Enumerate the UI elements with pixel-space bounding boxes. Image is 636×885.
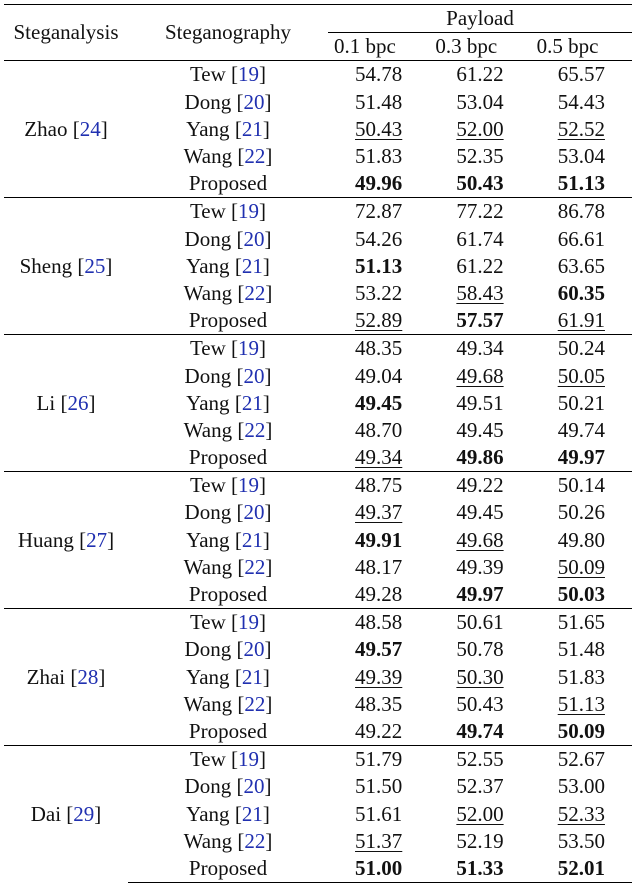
steganography-method-cell: Dong [20] (184, 637, 272, 662)
accuracy-value-cell (429, 444, 530, 472)
accuracy-value: 52.89 (355, 308, 403, 333)
citation-link[interactable]: 20 (243, 774, 265, 799)
steganography-method-cell: Tew [19] (128, 61, 328, 89)
citation-link[interactable]: 20 (243, 226, 265, 251)
accuracy-value-cell (328, 636, 429, 663)
steganography-name: Proposed (188, 308, 268, 333)
accuracy-value-cell (328, 390, 429, 417)
steganalysis-name: Sheng (19, 253, 73, 278)
accuracy-value: 49.68 (456, 363, 504, 388)
steganography-name: Wang (183, 280, 233, 305)
accuracy-value-cell (429, 362, 530, 389)
steganography-name: Proposed (188, 171, 268, 196)
accuracy-value-cell (328, 362, 429, 389)
steganography-method-cell: Tew [19] (128, 746, 328, 774)
accuracy-value-cell (328, 527, 429, 554)
steganography-name: Proposed (188, 718, 268, 743)
steganalysis-name: Zhai (26, 664, 66, 689)
citation-link[interactable]: 20 (243, 89, 265, 114)
accuracy-value-cell (531, 800, 632, 827)
accuracy-value: 49.74 (557, 417, 605, 442)
accuracy-value: 61.22 (456, 62, 504, 87)
accuracy-value: 49.39 (355, 664, 403, 689)
table-header (4, 5, 632, 61)
steganography-method-cell: Dong [20] (184, 774, 272, 799)
accuracy-value: 51.48 (557, 637, 605, 662)
accuracy-value-cell (328, 800, 429, 827)
accuracy-value-cell (531, 746, 632, 774)
accuracy-value: 53.00 (557, 774, 605, 799)
accuracy-value-cell (429, 800, 530, 827)
steganography-name: Yang (186, 664, 230, 689)
accuracy-value: 52.67 (557, 747, 605, 772)
accuracy-value: 50.09 (557, 554, 605, 579)
accuracy-value-cell (531, 253, 632, 280)
accuracy-value-cell (531, 855, 632, 883)
accuracy-value-cell (531, 581, 632, 609)
steganography-method-cell: Wang [22] (183, 280, 273, 305)
citation-link[interactable]: 19 (238, 610, 260, 635)
accuracy-value-cell (531, 554, 632, 581)
accuracy-value-cell (328, 718, 429, 746)
accuracy-value: 49.68 (456, 527, 504, 552)
accuracy-value-cell (429, 170, 530, 198)
accuracy-value-cell (429, 773, 530, 800)
accuracy-value: 49.74 (456, 718, 504, 743)
accuracy-value-cell (328, 746, 429, 774)
accuracy-value-cell (429, 116, 530, 143)
accuracy-value-cell (328, 855, 429, 883)
citation-link[interactable]: 22 (244, 691, 266, 716)
citation-link[interactable]: 22 (244, 280, 266, 305)
steganography-name: Wang (183, 691, 233, 716)
accuracy-value-cell (328, 444, 429, 472)
steganography-method-cell: Yang [21] (186, 801, 270, 826)
steganography-name: Tew (189, 336, 226, 361)
steganography-name: Yang (186, 116, 230, 141)
steganography-method-cell: Wang [22] (183, 144, 273, 169)
accuracy-value-cell (429, 472, 530, 500)
accuracy-value: 57.57 (456, 308, 504, 333)
accuracy-value: 50.03 (557, 582, 605, 607)
accuracy-value-cell (429, 581, 530, 609)
accuracy-value: 52.37 (456, 774, 504, 799)
accuracy-value-cell (429, 198, 530, 226)
table-row (4, 61, 632, 89)
accuracy-value-cell (328, 828, 429, 855)
steganography-name: Wang (183, 554, 233, 579)
steganography-name: Dong (184, 500, 232, 525)
steganography-name: Yang (186, 390, 230, 415)
accuracy-value-cell (531, 828, 632, 855)
accuracy-value: 53.22 (355, 280, 403, 305)
steganography-method-cell: Tew [19] (128, 198, 328, 226)
citation-link[interactable]: 22 (244, 144, 266, 169)
steganography-method-cell: Dong [20] (184, 89, 272, 114)
accuracy-value-cell (531, 280, 632, 307)
accuracy-value: 51.48 (355, 89, 403, 114)
accuracy-value: 61.22 (456, 253, 504, 278)
accuracy-value: 50.21 (557, 390, 605, 415)
steganalysis-name: Dai (30, 801, 62, 826)
accuracy-value: 51.79 (355, 747, 403, 772)
steganalysis-name: Zhao (24, 116, 68, 141)
payload-0.3-header: 0.3 bpc (435, 34, 498, 59)
steganography-method-cell (128, 718, 328, 746)
accuracy-value: 52.33 (557, 801, 605, 826)
accuracy-value: 86.78 (557, 199, 605, 224)
accuracy-value: 49.34 (355, 445, 403, 470)
accuracy-value-cell (429, 691, 530, 718)
accuracy-value-cell (531, 472, 632, 500)
accuracy-value-cell (429, 280, 530, 307)
steganography-name: Dong (184, 89, 232, 114)
accuracy-value: 54.78 (355, 62, 403, 87)
steganography-method-cell: Dong [20] (184, 363, 272, 388)
citation-link[interactable]: 21 (241, 116, 263, 141)
steganography-method-cell: Wang [22] (183, 828, 273, 853)
accuracy-value-cell (531, 417, 632, 444)
accuracy-value: 51.50 (355, 774, 403, 799)
table-row (4, 609, 632, 637)
accuracy-value-cell (429, 499, 530, 526)
steganography-name: Proposed (188, 445, 268, 470)
accuracy-value-cell (429, 143, 530, 170)
table-row (4, 335, 632, 363)
accuracy-value-cell (328, 664, 429, 691)
steganography-method-cell: Dong [20] (184, 226, 272, 251)
accuracy-value-cell (328, 280, 429, 307)
accuracy-value-cell (531, 636, 632, 663)
accuracy-value: 53.50 (557, 828, 605, 853)
citation-link[interactable]: 22 (244, 417, 266, 442)
accuracy-value-cell (429, 718, 530, 746)
accuracy-value: 53.04 (557, 144, 605, 169)
accuracy-value-cell (531, 773, 632, 800)
accuracy-value: 50.78 (456, 637, 504, 662)
citation-link[interactable]: 25 (84, 253, 106, 278)
accuracy-value: 51.83 (557, 664, 605, 689)
accuracy-value: 63.65 (557, 253, 605, 278)
accuracy-value-cell (531, 226, 632, 253)
accuracy-value-cell (531, 390, 632, 417)
accuracy-value: 72.87 (355, 199, 403, 224)
citation-link[interactable]: 21 (241, 527, 263, 552)
steganography-name: Dong (184, 637, 232, 662)
citation-link[interactable]: 22 (244, 554, 266, 579)
accuracy-value: 49.51 (456, 390, 504, 415)
accuracy-value: 50.14 (557, 473, 605, 498)
accuracy-value: 49.86 (456, 445, 504, 470)
steganography-name: Tew (189, 473, 226, 498)
accuracy-value-cell (531, 691, 632, 718)
accuracy-value: 51.37 (355, 828, 403, 853)
accuracy-value-cell (328, 89, 429, 116)
accuracy-value-cell (429, 746, 530, 774)
accuracy-value: 49.28 (355, 582, 403, 607)
citation-link[interactable]: 22 (244, 828, 266, 853)
accuracy-value-cell (328, 417, 429, 444)
steganography-method-cell (128, 444, 328, 472)
accuracy-value: 52.00 (456, 801, 504, 826)
accuracy-value: 48.35 (355, 336, 403, 361)
accuracy-value-cell (429, 89, 530, 116)
accuracy-value-cell (531, 718, 632, 746)
accuracy-value: 51.00 (355, 855, 403, 880)
accuracy-value-cell (531, 89, 632, 116)
accuracy-value-cell (429, 390, 530, 417)
accuracy-value-cell (531, 444, 632, 472)
steganography-method-cell: Yang [21] (186, 390, 270, 415)
accuracy-value: 49.39 (456, 554, 504, 579)
citation-link[interactable]: 20 (243, 637, 265, 662)
steganography-method-cell: Tew [19] (128, 335, 328, 363)
accuracy-value-cell (328, 335, 429, 363)
accuracy-value: 48.58 (355, 610, 403, 635)
steganography-name: Wang (183, 144, 233, 169)
table-row (4, 198, 632, 226)
citation-link[interactable]: 27 (86, 527, 108, 552)
accuracy-value: 51.13 (355, 253, 403, 278)
accuracy-value-cell (531, 198, 632, 226)
accuracy-value-cell (531, 116, 632, 143)
accuracy-value-cell (328, 143, 429, 170)
accuracy-value-cell (531, 143, 632, 170)
steganography-name: Dong (184, 774, 232, 799)
table-body (4, 61, 632, 883)
steganography-method-cell: Yang [21] (186, 253, 270, 278)
accuracy-value: 49.34 (456, 336, 504, 361)
steganography-method-cell (128, 581, 328, 609)
accuracy-value: 50.43 (456, 691, 504, 716)
accuracy-value: 54.43 (557, 89, 605, 114)
payload-0.1-header: 0.1 bpc (334, 34, 396, 59)
steganography-name: Yang (186, 801, 230, 826)
steganography-name: Tew (189, 62, 226, 87)
steganalysis-method-cell: Zhao [24] (4, 61, 128, 198)
table-row (4, 746, 632, 774)
accuracy-value-cell (328, 691, 429, 718)
citation-link[interactable]: 19 (238, 336, 260, 361)
accuracy-value-cell (531, 335, 632, 363)
steganography-method-cell: Dong [20] (184, 500, 272, 525)
accuracy-value: 51.83 (355, 144, 403, 169)
steganography-name: Proposed (188, 855, 268, 880)
steganography-name: Tew (189, 747, 226, 772)
accuracy-value-cell (531, 527, 632, 554)
citation-link[interactable]: 20 (243, 363, 265, 388)
citation-link[interactable]: 21 (241, 390, 263, 415)
accuracy-value-cell (531, 61, 632, 89)
steganography-method-cell: Wang [22] (183, 554, 273, 579)
accuracy-value: 52.35 (456, 144, 504, 169)
citation-link[interactable]: 19 (238, 62, 260, 87)
accuracy-value-cell (429, 307, 530, 335)
steganography-name: Dong (184, 363, 232, 388)
accuracy-value-cell (328, 499, 429, 526)
accuracy-value: 65.57 (557, 62, 605, 87)
accuracy-value: 49.45 (355, 390, 403, 415)
accuracy-value-cell (429, 226, 530, 253)
accuracy-value-cell (328, 198, 429, 226)
steganography-header: Steganography (128, 5, 328, 61)
steganography-name: Wang (183, 828, 233, 853)
accuracy-value-cell (328, 307, 429, 335)
accuracy-value: 51.65 (557, 610, 605, 635)
citation-link[interactable]: 28 (77, 664, 99, 689)
accuracy-value-cell (429, 253, 530, 280)
accuracy-value: 51.13 (557, 171, 605, 196)
results-table (4, 4, 632, 883)
steganalysis-method-cell: Huang [27] (4, 472, 128, 609)
accuracy-value-cell (429, 554, 530, 581)
citation-link[interactable]: 21 (241, 253, 263, 278)
accuracy-value-cell (328, 472, 429, 500)
accuracy-value-cell (328, 773, 429, 800)
steganography-method-cell: Yang [21] (186, 664, 270, 689)
accuracy-value: 50.61 (456, 610, 504, 635)
accuracy-value-cell (429, 527, 530, 554)
citation-link[interactable]: 19 (238, 473, 260, 498)
accuracy-value: 52.19 (456, 828, 504, 853)
citation-link[interactable]: 19 (238, 747, 260, 772)
accuracy-value: 66.61 (557, 226, 605, 251)
accuracy-value: 50.43 (456, 171, 504, 196)
steganography-name: Yang (186, 253, 230, 278)
steganography-method-cell: Wang [22] (183, 691, 273, 716)
citation-link[interactable]: 24 (79, 116, 101, 141)
accuracy-value-cell (531, 170, 632, 198)
steganalysis-name: Huang (17, 527, 74, 552)
steganalysis-method-cell: Zhai [28] (4, 609, 128, 746)
citation-link[interactable]: 21 (241, 801, 263, 826)
table-row (4, 472, 632, 500)
citation-link[interactable]: 20 (243, 500, 265, 525)
accuracy-value-cell (328, 253, 429, 280)
header-row (4, 5, 632, 33)
steganography-name: Wang (183, 417, 233, 442)
accuracy-value-cell (328, 116, 429, 143)
accuracy-value: 49.91 (355, 527, 403, 552)
steganography-name: Tew (189, 199, 226, 224)
steganalysis-name: Li (36, 390, 56, 415)
steganography-method-cell (128, 170, 328, 198)
steganography-name: Dong (184, 226, 232, 251)
citation-link[interactable]: 21 (241, 664, 263, 689)
accuracy-value: 50.30 (456, 664, 504, 689)
accuracy-value: 49.37 (355, 500, 403, 525)
accuracy-value: 49.96 (355, 171, 403, 196)
steganography-method-cell: Wang [22] (183, 417, 273, 442)
accuracy-value: 49.22 (456, 473, 504, 498)
accuracy-value: 50.09 (557, 718, 605, 743)
steganography-name: Proposed (188, 582, 268, 607)
accuracy-value: 77.22 (456, 199, 504, 224)
accuracy-value: 61.74 (456, 226, 504, 251)
accuracy-value-cell (531, 307, 632, 335)
accuracy-value: 49.97 (557, 445, 605, 470)
payload-0.5-header: 0.5 bpc (536, 34, 599, 59)
accuracy-value: 58.43 (456, 280, 504, 305)
accuracy-value-cell (328, 170, 429, 198)
accuracy-value-cell (429, 417, 530, 444)
accuracy-value: 48.75 (355, 473, 403, 498)
accuracy-value-cell (328, 609, 429, 637)
accuracy-value-cell (328, 61, 429, 89)
steganalysis-method-cell: Li [26] (4, 335, 128, 472)
accuracy-value: 60.35 (557, 280, 605, 305)
accuracy-value: 52.52 (557, 116, 605, 141)
accuracy-value: 49.45 (456, 417, 504, 442)
accuracy-value: 49.04 (355, 363, 403, 388)
steganography-method-cell: Tew [19] (128, 609, 328, 637)
accuracy-value: 50.26 (557, 500, 605, 525)
accuracy-value-cell (531, 362, 632, 389)
steganography-method-cell (128, 307, 328, 335)
accuracy-value: 61.91 (557, 308, 605, 333)
accuracy-value: 51.33 (456, 855, 504, 880)
steganography-name: Yang (186, 527, 230, 552)
accuracy-value: 48.35 (355, 691, 403, 716)
accuracy-value-cell (328, 581, 429, 609)
steganalysis-method-cell: Sheng [25] (4, 198, 128, 335)
accuracy-value: 50.24 (557, 336, 605, 361)
steganography-name: Tew (189, 610, 226, 635)
accuracy-value-cell (328, 554, 429, 581)
accuracy-value: 49.97 (456, 582, 504, 607)
steganalysis-header: Steganalysis (4, 5, 128, 61)
payload-header: Payload (328, 5, 632, 33)
accuracy-value: 50.43 (355, 116, 403, 141)
accuracy-value: 48.70 (355, 417, 403, 442)
accuracy-value: 49.57 (355, 637, 403, 662)
accuracy-value: 52.55 (456, 747, 504, 772)
steganography-method-cell (128, 855, 328, 883)
steganography-method-cell: Yang [21] (186, 527, 270, 552)
accuracy-value: 50.05 (557, 363, 605, 388)
steganography-method-cell: Yang [21] (186, 116, 270, 141)
accuracy-value-cell (531, 609, 632, 637)
accuracy-value: 48.17 (355, 554, 403, 579)
accuracy-value-cell (429, 664, 530, 691)
accuracy-value-cell (429, 855, 530, 883)
accuracy-value-cell (531, 499, 632, 526)
accuracy-value-cell (429, 609, 530, 637)
citation-link[interactable]: 26 (67, 390, 89, 415)
accuracy-value-cell (429, 335, 530, 363)
accuracy-value: 49.80 (557, 527, 605, 552)
steganography-method-cell: Tew [19] (128, 472, 328, 500)
accuracy-value: 54.26 (355, 226, 403, 251)
accuracy-value: 51.13 (557, 691, 605, 716)
accuracy-value: 53.04 (456, 89, 504, 114)
accuracy-value: 51.61 (355, 801, 403, 826)
accuracy-value: 52.01 (557, 855, 605, 880)
accuracy-value: 52.00 (456, 116, 504, 141)
accuracy-value: 49.45 (456, 500, 504, 525)
steganalysis-method-cell: Dai [29] (4, 746, 128, 883)
accuracy-value-cell (429, 636, 530, 663)
citation-link[interactable]: 29 (73, 801, 95, 826)
accuracy-value-cell (328, 226, 429, 253)
accuracy-value-cell (531, 664, 632, 691)
accuracy-value: 49.22 (355, 718, 403, 743)
accuracy-value-cell (429, 828, 530, 855)
accuracy-value-cell (429, 61, 530, 89)
citation-link[interactable]: 19 (238, 199, 260, 224)
